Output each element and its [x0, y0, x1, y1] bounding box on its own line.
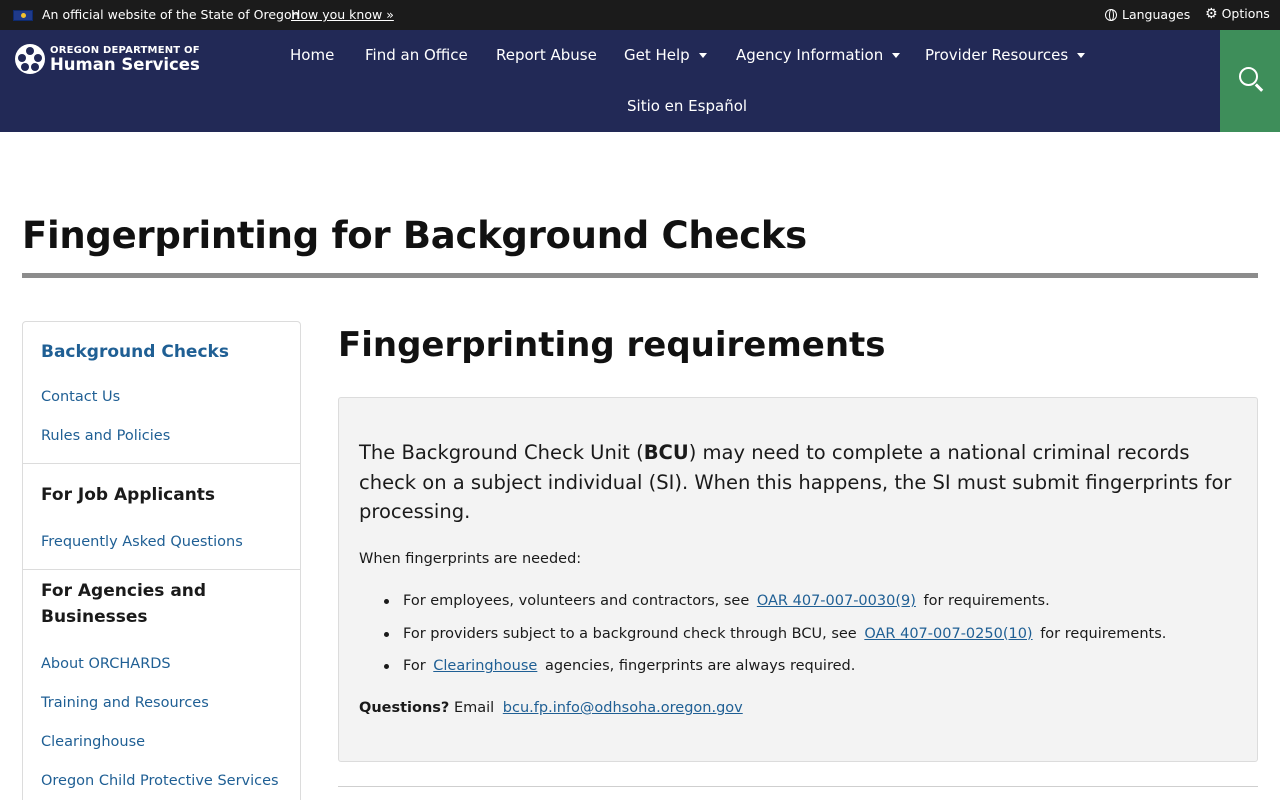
chevron-down-icon: [892, 53, 900, 58]
lead-bcu: BCU: [643, 441, 689, 464]
sidebar-item-training-resources[interactable]: Training and Resources: [41, 695, 209, 711]
logo-small-text: OREGON DEPARTMENT OF: [50, 44, 200, 56]
sidebar-section-agencies: [23, 569, 300, 800]
sidebar-heading-job-applicants: For Job Applicants: [41, 485, 216, 505]
oar-0030-link[interactable]: OAR 407-007-0030(9): [756, 593, 916, 609]
sidebar-item-rules-policies[interactable]: Rules and Policies: [41, 428, 171, 444]
main-nav: [0, 30, 1280, 132]
languages-label: Languages: [1122, 7, 1191, 22]
questions-label: Questions?: [359, 700, 450, 716]
email-link[interactable]: bcu.fp.info@odhsoha.oregon.gov: [502, 700, 743, 716]
questions-line: [359, 700, 743, 716]
oregon-flag-icon: [13, 10, 33, 21]
content-divider: [338, 786, 1258, 787]
nav-report-abuse[interactable]: Report Abuse: [496, 46, 597, 64]
nav-agency-information[interactable]: [736, 46, 900, 64]
nav-get-help-label: Get Help: [624, 46, 690, 64]
sidebar-item-clearinghouse[interactable]: Clearinghouse: [41, 734, 146, 750]
page-title: Fingerprinting for Background Checks: [22, 214, 807, 257]
options-button[interactable]: [1205, 6, 1270, 21]
official-banner: [0, 0, 1280, 30]
nav-home[interactable]: Home: [290, 46, 335, 64]
sidebar-heading-agencies-line2: Businesses: [41, 607, 148, 627]
logo-big-text: Human Services: [50, 54, 200, 74]
questions-text: Email: [453, 700, 495, 716]
title-divider: [22, 273, 1258, 278]
bullet-text: For employees, volunteers and contractors, see: [403, 593, 750, 609]
oar-0250-link[interactable]: OAR 407-007-0250(10): [864, 625, 1033, 642]
sidebar-heading-agencies-line1: For Agencies and: [41, 581, 207, 601]
nav-find-office[interactable]: Find an Office: [365, 46, 468, 64]
sidebar-item-oregon-cps[interactable]: Oregon Child Protective Services: [41, 773, 279, 789]
site-header: [0, 30, 1280, 132]
nav-provider-resources-label: Provider Resources: [925, 46, 1069, 64]
sidebar-section-job-applicants: [23, 463, 300, 570]
list-item: [359, 653, 1239, 686]
chevron-down-icon: [1077, 53, 1085, 58]
languages-button[interactable]: [1105, 7, 1190, 22]
nav-spanish[interactable]: Sitio en Español: [627, 97, 748, 115]
list-item: [359, 588, 1239, 621]
sidebar-heading-agencies: [41, 578, 206, 630]
section-heading: Fingerprinting requirements: [338, 325, 886, 365]
sidebar-item-faq[interactable]: Frequently Asked Questions: [41, 534, 243, 550]
nav-agency-information-label: Agency Information: [736, 46, 884, 64]
list-item: [359, 621, 1239, 654]
nav-get-help[interactable]: [624, 46, 707, 64]
how-you-know-link[interactable]: How you know »: [291, 7, 394, 22]
bullet-text: For providers subject to a background check through BCU, see: [403, 625, 857, 642]
lead-paragraph: [359, 438, 1239, 527]
search-button[interactable]: [1220, 30, 1280, 132]
lead-after: ) may need to complete a national criminal records check on a subject individual (SI). When this happens, the SI must submit fingerprints for processing.: [359, 441, 1232, 523]
sidebar-item-about-orchards[interactable]: About ORCHARDS: [41, 656, 171, 672]
requirements-panel: [338, 397, 1258, 762]
globe-icon: [1105, 9, 1117, 21]
requirements-list: [359, 588, 1239, 686]
nav-provider-resources[interactable]: [925, 46, 1085, 64]
clearinghouse-link[interactable]: Clearinghouse: [433, 658, 538, 674]
chevron-down-icon: [699, 53, 707, 58]
sidebar-heading-background-checks[interactable]: Background Checks: [41, 342, 229, 362]
bullet-text: agencies, fingerprints are always required.: [544, 658, 856, 674]
lead-before: The Background Check Unit (: [359, 441, 644, 464]
bullet-text: For: [403, 658, 426, 674]
bullet-text: for requirements.: [1040, 625, 1167, 642]
sidebar-item-contact-us[interactable]: Contact Us: [41, 389, 121, 405]
sidebar-nav: [22, 321, 301, 800]
options-label: Options: [1221, 6, 1270, 21]
official-website-text: An official website of the State of Oregon: [42, 7, 300, 22]
when-needed-label: When fingerprints are needed:: [359, 551, 582, 567]
bullet-text: for requirements.: [923, 593, 1050, 609]
gear-icon: ⚙: [1205, 5, 1218, 22]
